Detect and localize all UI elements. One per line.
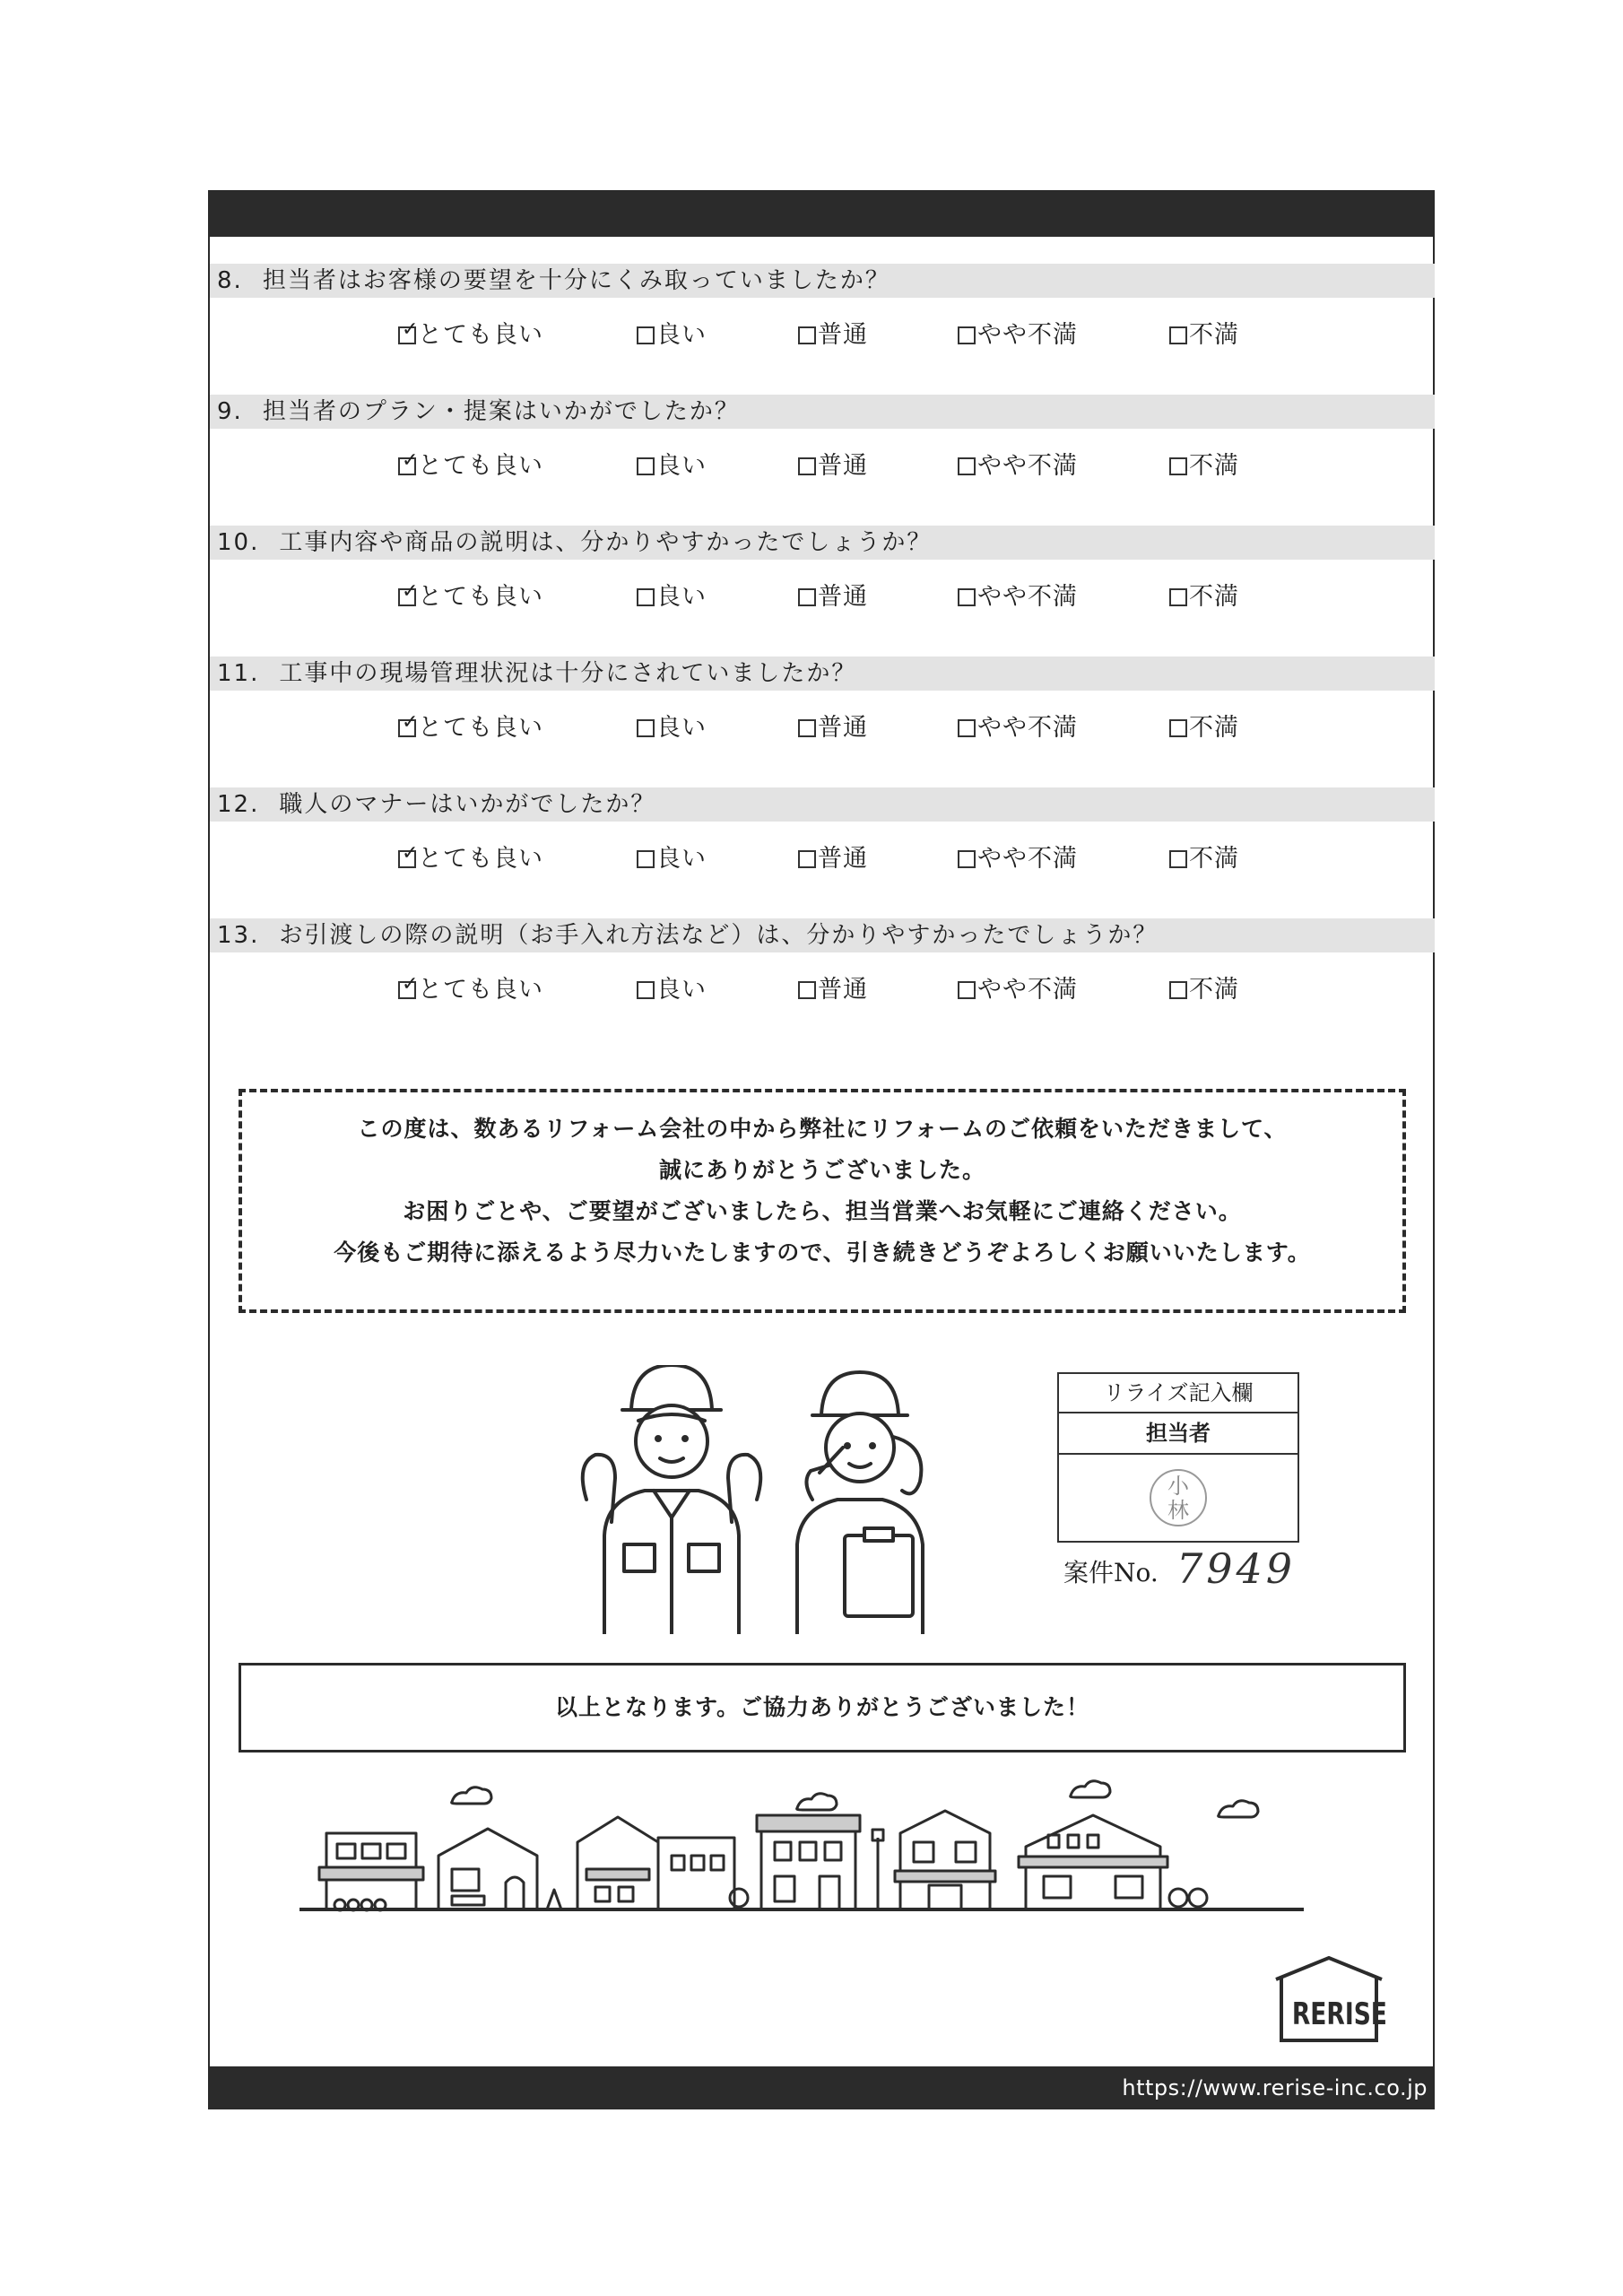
case-number: 7949 [1176,1544,1297,1593]
option-dissatisfied[interactable] [1169,448,1239,484]
option-label: 良い [656,845,707,873]
checkbox-icon[interactable] [398,580,420,606]
option-good[interactable] [637,710,707,746]
option-label: 不満 [1189,452,1239,480]
stamp-area [1059,1455,1298,1541]
option-somewhat-dissatisfied[interactable] [958,448,1078,484]
checkbox-icon[interactable] [798,719,816,737]
checkbox-icon[interactable] [958,850,976,868]
checkbox-icon[interactable] [637,588,655,606]
question-11 [210,657,1435,691]
checkbox-icon[interactable] [798,457,816,475]
option-label: 普通 [818,583,868,611]
checkbox-icon[interactable] [798,981,816,999]
options-row-12 [210,841,1435,877]
checkbox-icon[interactable] [637,326,655,344]
bottom-bar [210,2066,1433,2108]
option-average[interactable] [798,317,868,353]
option-label: とても良い [418,321,543,349]
checkmark-icon: ✓ [402,580,420,603]
option-label: 良い [656,714,707,742]
workers-illustration [560,1365,990,1634]
option-good[interactable] [637,579,707,615]
checkbox-icon[interactable] [958,457,976,475]
question-12 [210,787,1435,822]
option-label: 良い [656,321,707,349]
option-somewhat-dissatisfied[interactable] [958,710,1078,746]
option-label: 普通 [818,845,868,873]
question-text: お引渡しの際の説明（お手入れ方法など）は、分かりやすかったでしょうか？ [279,922,1159,949]
checkbox-icon[interactable] [1169,719,1187,737]
option-very-good[interactable] [398,841,543,877]
seal-char: 小 [1167,1474,1189,1499]
checkbox-icon[interactable] [1169,326,1187,344]
question-number: 9. [217,398,243,425]
option-label: とても良い [418,452,543,480]
option-average[interactable] [798,841,868,877]
question-8 [210,264,1435,298]
checkbox-icon[interactable] [637,981,655,999]
checkmark-icon: ✓ [402,711,420,734]
checkmark-icon: ✓ [402,973,420,996]
checkbox-icon[interactable] [637,850,655,868]
checkbox-icon[interactable] [958,326,976,344]
option-average[interactable] [798,972,868,1008]
options-row-13 [210,972,1435,1008]
personal-seal [1150,1469,1207,1526]
checkbox-icon[interactable] [398,973,420,999]
option-label: 良い [656,583,707,611]
option-somewhat-dissatisfied[interactable] [958,317,1078,353]
option-dissatisfied[interactable] [1169,710,1239,746]
option-label: やや不満 [977,976,1078,1004]
option-average[interactable] [798,710,868,746]
checkbox-icon[interactable] [1169,588,1187,606]
option-label: 不満 [1189,714,1239,742]
question-number: 8. [217,267,243,294]
option-label: とても良い [418,583,543,611]
logo-text: RERISE [1291,1996,1387,2032]
website-url[interactable]: https://www.rerise-inc.co.jp [1122,2075,1428,2100]
thank-you-message [239,1089,1406,1313]
checkmark-icon: ✓ [402,842,420,865]
option-label: とても良い [418,714,543,742]
checkbox-icon[interactable] [398,449,420,475]
checkbox-icon[interactable] [1169,981,1187,999]
options-row-9 [210,448,1435,484]
closing-message: 以上となります。ご協力ありがとうございました！ [239,1663,1406,1752]
checkbox-icon[interactable] [958,588,976,606]
checkbox-icon[interactable] [958,719,976,737]
case-number-label: 案件No. [1063,1558,1159,1587]
checkbox-icon[interactable] [798,588,816,606]
checkmark-icon: ✓ [402,449,420,472]
message-line: 今後もご期待に添えるよう尽力いたしますので、引き続きどうぞよろしくお願いいたします。 [334,1239,1311,1265]
option-dissatisfied[interactable] [1169,972,1239,1008]
option-label: 良い [656,452,707,480]
option-label: 不満 [1189,845,1239,873]
checkbox-icon[interactable] [798,326,816,344]
survey-sheet [208,190,1435,2109]
question-number: 13. [217,922,260,949]
town-illustration [282,1770,1322,1932]
option-very-good[interactable] [398,317,543,353]
checkbox-icon[interactable] [958,981,976,999]
option-good[interactable] [637,841,707,877]
option-label: 良い [656,976,707,1004]
message-line: お困りごとや、ご要望がございましたら、担当営業へお気軽にご連絡ください。 [403,1198,1242,1224]
checkbox-icon[interactable] [798,850,816,868]
option-label: 普通 [818,452,868,480]
checkbox-icon[interactable] [1169,457,1187,475]
options-row-10 [210,579,1435,615]
seal-char: 林 [1167,1498,1189,1523]
checkbox-icon[interactable] [637,457,655,475]
option-average[interactable] [798,448,868,484]
question-10 [210,526,1435,560]
option-label: 不満 [1189,976,1239,1004]
checkbox-icon[interactable] [398,842,420,868]
option-label: とても良い [418,845,543,873]
question-13 [210,918,1435,952]
option-very-good[interactable] [398,448,543,484]
checkbox-icon[interactable] [1169,850,1187,868]
message-line: 誠にありがとうございました。 [658,1157,985,1183]
option-label: やや不満 [977,845,1078,873]
options-row-8 [210,317,1435,353]
options-row-11 [210,710,1435,746]
checkbox-icon[interactable] [398,318,420,344]
option-somewhat-dissatisfied[interactable] [958,972,1078,1008]
option-label: やや不満 [977,583,1078,611]
stamp-table [1057,1372,1299,1543]
option-label: 普通 [818,321,868,349]
question-text: 担当者はお客様の要望を十分にくみ取っていましたか？ [262,267,890,294]
checkbox-icon[interactable] [637,719,655,737]
option-very-good[interactable] [398,710,543,746]
checkbox-icon[interactable] [398,711,420,737]
question-number: 12. [217,791,260,818]
option-dissatisfied[interactable] [1169,579,1239,615]
option-label: 不満 [1189,583,1239,611]
question-9 [210,395,1435,429]
checkmark-icon: ✓ [402,318,420,341]
option-label: 普通 [818,714,868,742]
option-somewhat-dissatisfied[interactable] [958,579,1078,615]
top-bar [210,192,1433,237]
option-very-good[interactable] [398,972,543,1008]
option-good[interactable] [637,448,707,484]
option-very-good[interactable] [398,579,543,615]
option-good[interactable] [637,317,707,353]
question-text: 工事中の現場管理状況は十分にされていましたか？ [279,660,857,687]
question-text: 工事内容や商品の説明は、分かりやすかったでしょうか？ [279,529,933,556]
question-number: 10. [217,529,260,556]
option-somewhat-dissatisfied[interactable] [958,841,1078,877]
option-label: やや不満 [977,321,1078,349]
option-dissatisfied[interactable] [1169,841,1239,877]
question-number: 11. [217,660,260,687]
option-label: やや不満 [977,714,1078,742]
option-label: やや不満 [977,452,1078,480]
option-label: 普通 [818,976,868,1004]
question-text: 職人のマナーはいかがでしたか？ [279,791,656,818]
option-label: 不満 [1189,321,1239,349]
stamp-table-label: 担当者 [1059,1413,1298,1455]
option-label: とても良い [418,976,543,1004]
option-average[interactable] [798,579,868,615]
stamp-table-header: リライズ記入欄 [1059,1374,1298,1413]
option-good[interactable] [637,972,707,1008]
question-text: 担当者のプラン・提案はいかがでしたか？ [262,398,740,425]
message-line: この度は、数あるリフォーム会社の中から弊社にリフォームのご依頼をいただきまして、 [357,1116,1288,1142]
option-dissatisfied[interactable] [1169,317,1239,353]
